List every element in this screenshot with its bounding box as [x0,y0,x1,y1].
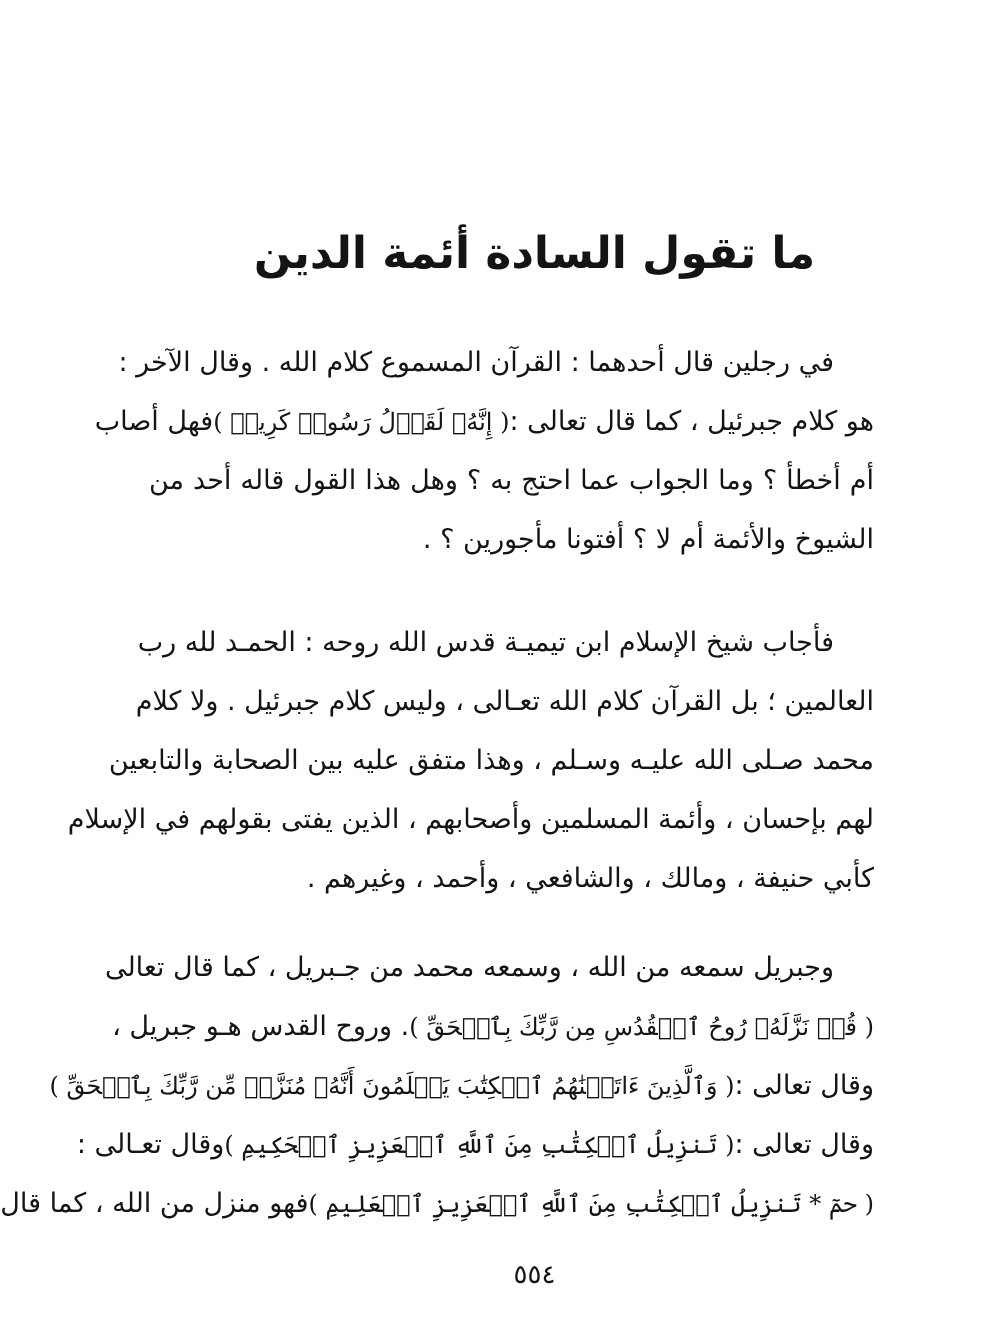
answer-line-3: محمد صـلى الله عليـه وسـلم ، وهذا متفق عليه بين الصحابة والتابعين [108,745,874,776]
jibril-line-3-start: وقال تعالى : [734,1070,874,1101]
jibril-line-4 [76,1115,874,1174]
quran-verse: ( قُلۡ نَزَّلَهُۥ رُوحُ ٱلۡقُدُسِ مِن رَّبِّكَ بِٱلۡحَقِّ ) [409,1013,874,1041]
jibril-line-2-end: . وروح القدس هـو جبريل ، [112,1011,410,1042]
jibril-line-4-end: وقال تعـالى : [76,1129,225,1160]
question-line-2-start: هو كلام جبرئيل ، كما قال تعالى : [509,406,874,437]
page-title: ما تقول السادة أئمة الدين [253,228,816,279]
quran-verse: ( حمٓ * تَنزِيلُ ٱلۡكِتَٰبِ مِنَ ٱللَّهِ ٱلۡعَزِيزِ ٱلۡعَلِيمِ ) [308,1190,874,1218]
question-paragraph [94,333,874,569]
page-number: ٥٥٤ [513,1260,556,1290]
answer-line-2: العالمين ؛ بل القرآن كلام الله تعـالى ، وليس كلام جبرئيل . ولا كلام [135,686,874,717]
quran-verse: ( وَٱلَّذِينَ ءَاتَيۡنَٰهُمُ ٱلۡكِتَٰبَ يَعۡلَمُونَ أَنَّهُۥ مُنَزَّلٞ مِّن رَّبِّكَ بِٱلۡحَقِّ ) [49,1072,735,1100]
jibril-line-5-end: فهو منزل من الله ، كما قال [0,1188,309,1219]
jibril-line-2 [112,997,874,1056]
question-line-2-end: فهل أصاب [94,406,214,437]
jibril-line-1: وجبريل سمعه من الله ، وسمعه محمد من جـبريل ، كما قال تعالى [104,952,834,983]
answer-line-1: فأجاب شيخ الإسلام ابن تيميـة قدس الله روحه : الحمـد لله رب [137,627,834,658]
answer-line-5: كأبي حنيفة ، ومالك ، والشافعي ، وأحمد ، وغيرهم . [306,863,874,894]
jibril-line-3 [49,1056,874,1115]
answer-line-4: لهم بإحسان ، وأئمة المسلمين وأصحابهم ، الذين يفتى بقولهم في الإسلام [67,804,874,835]
jibril-line-4-start: وقال تعالى : [734,1129,874,1160]
quran-verse: ( إِنَّهُۥ لَقَوۡلُ رَسُولٖ كَرِيمٖ ) [213,408,510,436]
question-line-3: أم أخطأ ؟ وما الجواب عما احتج به ؟ وهل هذا القول قاله أحد من [149,465,874,496]
question-line-1: في رجلين قال أحدهما : القرآن المسموع كلام الله . وقال الآخر : [118,347,834,378]
quran-verse: ( تَنزِيلُ ٱلۡكِتَٰبِ مِنَ ٱللَّهِ ٱلۡعَزِيزِ ٱلۡحَكِيمِ ) [224,1131,735,1159]
answer-paragraph [67,613,874,908]
jibril-paragraph [0,938,874,1233]
jibril-line-5 [0,1174,874,1233]
question-line-4: الشيوخ والأئمة أم لا ؟ أفتونا مأجورين ؟ . [422,524,874,555]
question-line-2 [94,392,874,451]
